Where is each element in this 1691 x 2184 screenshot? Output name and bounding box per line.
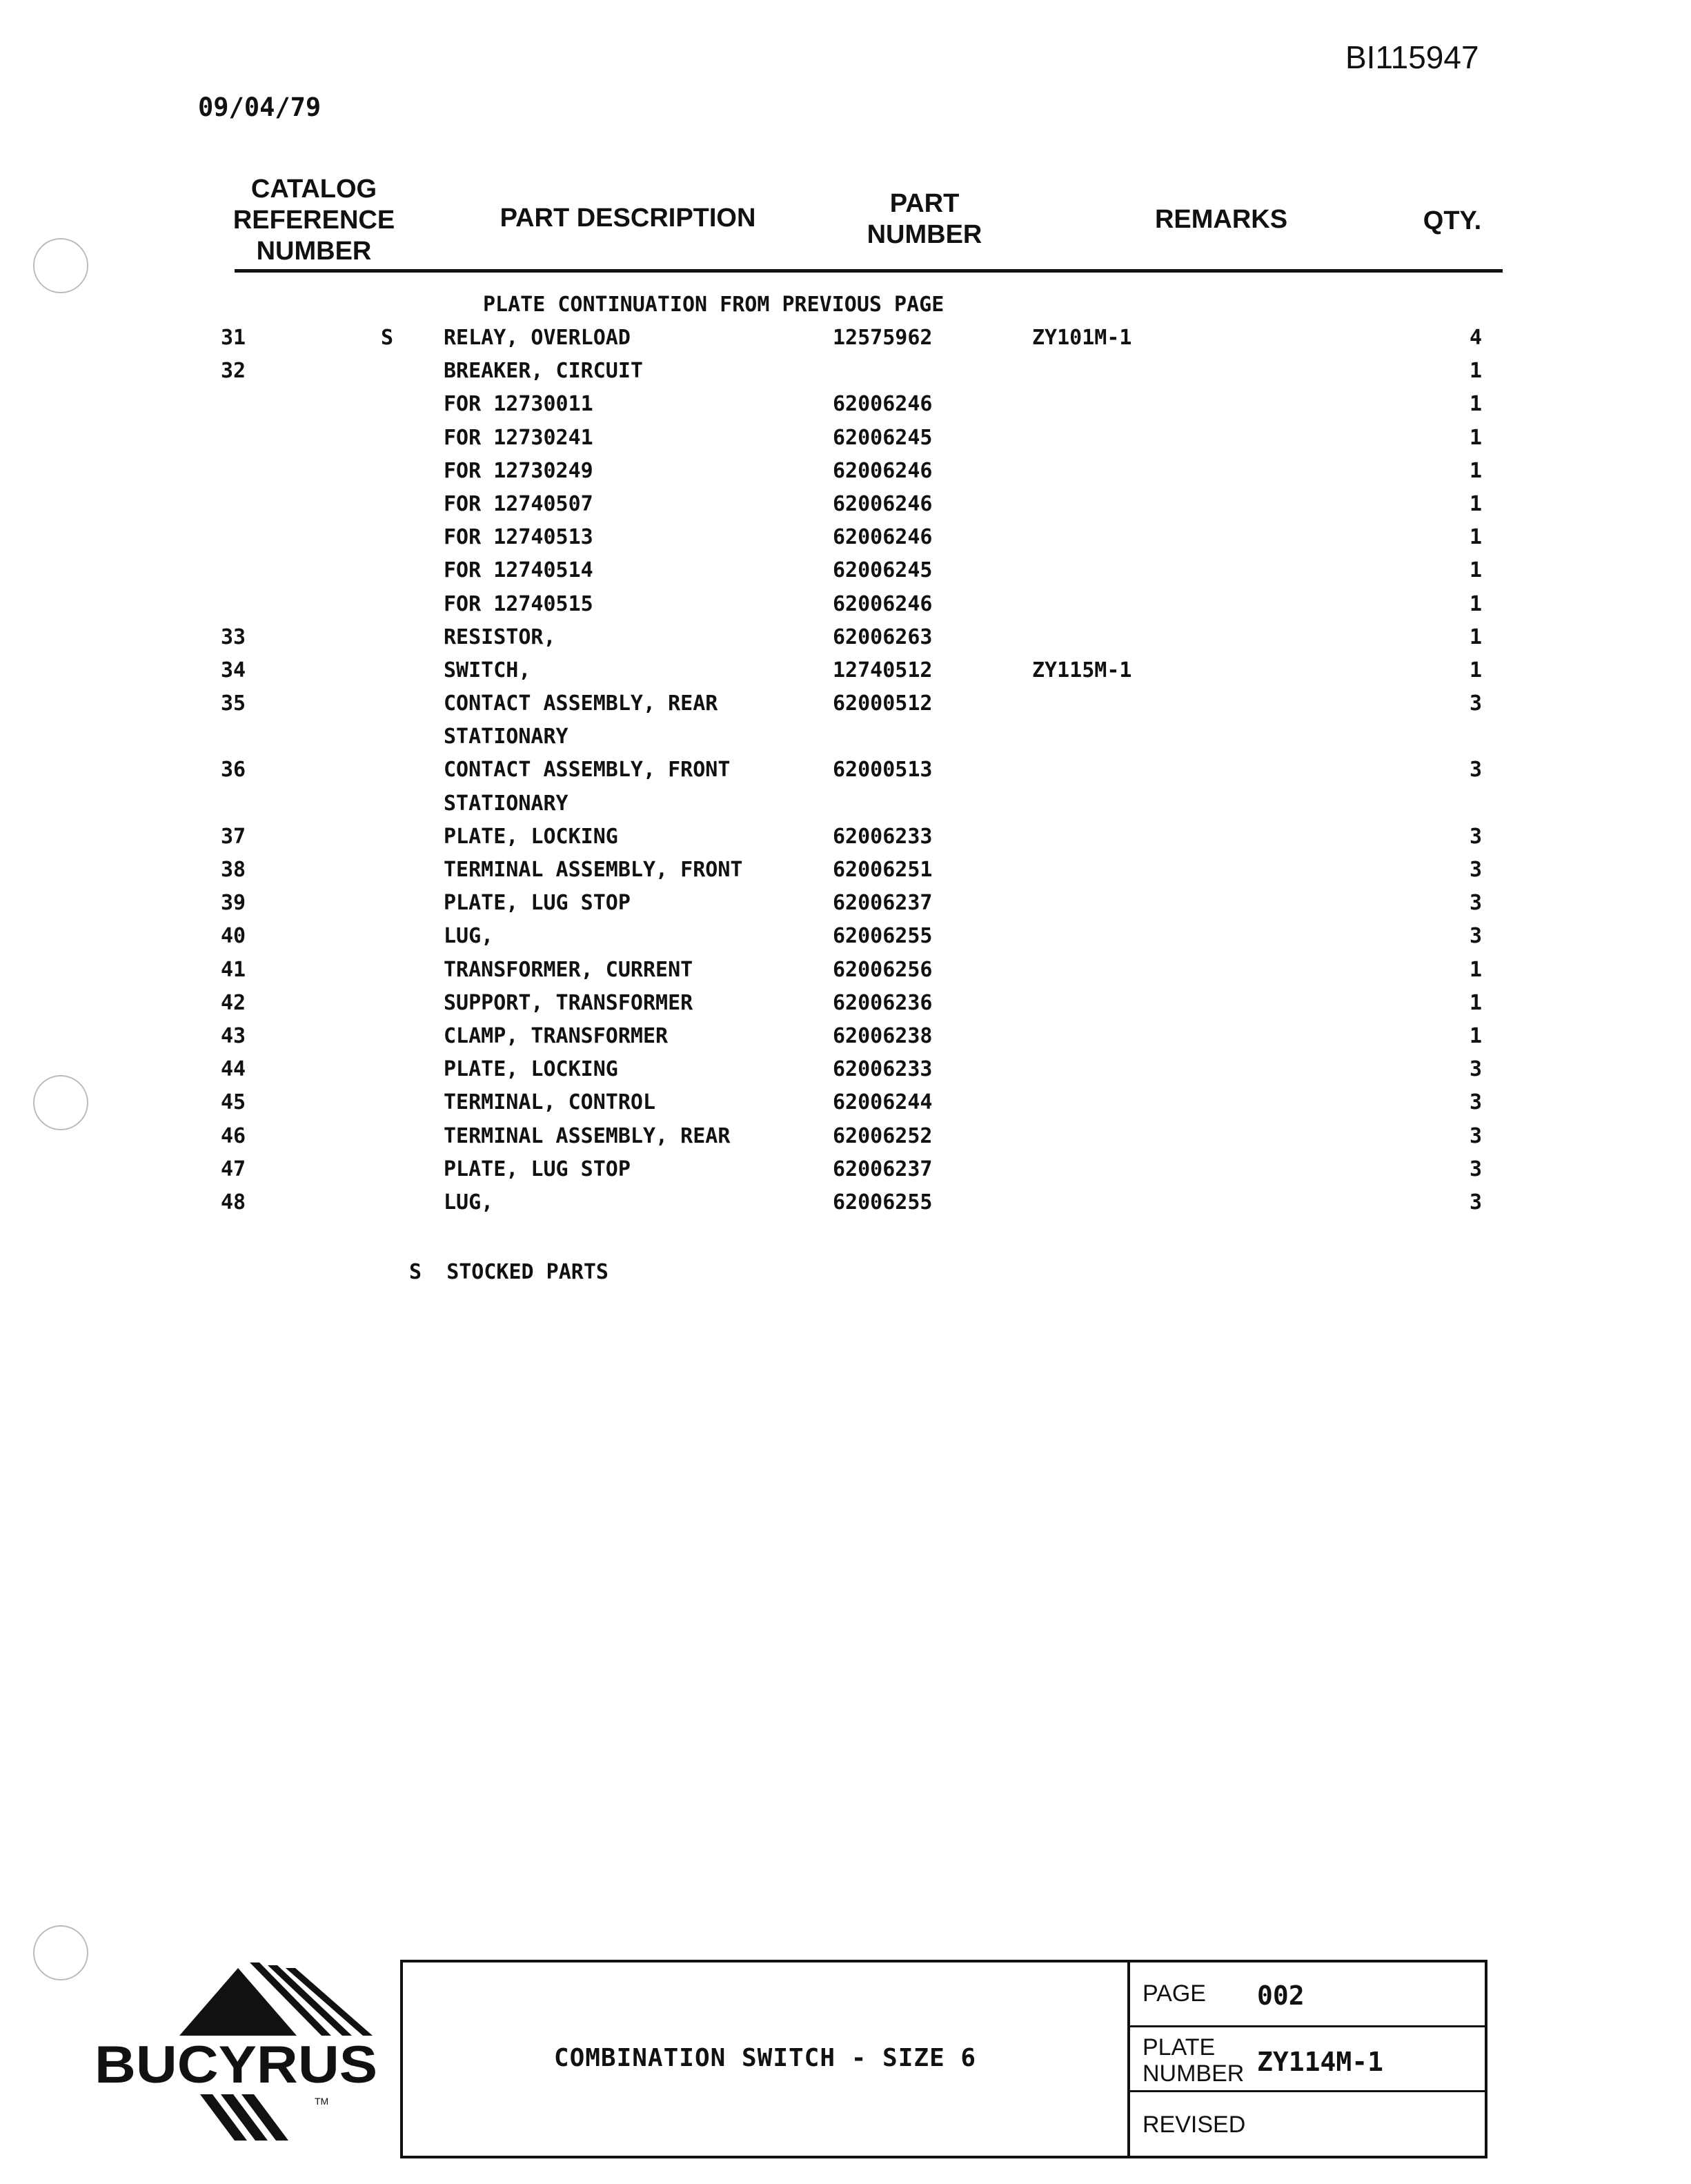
- row-ref: 42: [221, 990, 246, 1015]
- row-part-number: 62006263: [833, 624, 933, 649]
- continuation-note: PLATE CONTINUATION FROM PREVIOUS PAGE: [483, 293, 945, 317]
- row-description: STATIONARY: [444, 725, 568, 749]
- table-row: [0, 1054, 1691, 1088]
- row-part-number: 62006237: [833, 1157, 933, 1181]
- table-row: [0, 656, 1691, 689]
- row-description: PLATE, LOCKING: [444, 824, 618, 849]
- title-block: [400, 1960, 1487, 2158]
- row-ref: 43: [221, 1023, 246, 1048]
- table-row: [0, 456, 1691, 489]
- punch-hole-top: [33, 238, 88, 293]
- row-qty: 1: [1470, 458, 1483, 483]
- row-qty: 3: [1470, 1157, 1483, 1181]
- row-description: BREAKER, CIRCUIT: [444, 359, 643, 384]
- row-part-number: 62000513: [833, 758, 933, 783]
- row-description: TERMINAL ASSEMBLY, FRONT: [444, 858, 743, 882]
- logo-stripes-icon: [200, 2094, 288, 2141]
- table-row: [0, 955, 1691, 988]
- row-part-number: 62006246: [833, 491, 933, 516]
- row-ref: 35: [221, 691, 246, 716]
- table-row: [0, 589, 1691, 622]
- row-description: CLAMP, TRANSFORMER: [444, 1023, 669, 1048]
- row-description: FOR 12740513: [444, 525, 593, 550]
- punch-hole-bottom: [33, 1925, 88, 1980]
- legend-symbol: S: [409, 1260, 422, 1284]
- row-qty: 3: [1470, 691, 1483, 716]
- row-qty: 1: [1470, 1023, 1483, 1048]
- row-description: TERMINAL ASSEMBLY, REAR: [444, 1123, 731, 1148]
- row-part-number: 62006233: [833, 1057, 933, 1082]
- row-description: TERMINAL, CONTROL: [444, 1090, 656, 1115]
- plate-number-label: PLATE NUMBER: [1143, 2034, 1245, 2087]
- row-qty: 1: [1470, 425, 1483, 450]
- row-part-number: 12740512: [833, 658, 933, 682]
- plate-number-cell: [1130, 2027, 1485, 2092]
- row-qty: 3: [1470, 1057, 1483, 1082]
- row-part-number: 62006246: [833, 525, 933, 550]
- row-part-number: 62006246: [833, 392, 933, 417]
- row-part-number: 62006246: [833, 591, 933, 616]
- parts-table: [0, 323, 1691, 1221]
- row-part-number: 62006251: [833, 858, 933, 882]
- revised-cell: [1130, 2092, 1485, 2157]
- row-qty: 3: [1470, 891, 1483, 916]
- row-qty: 1: [1470, 491, 1483, 516]
- header-catalog-reference-number: CATALOG REFERENCE NUMBER: [233, 175, 395, 266]
- row-ref: 37: [221, 824, 246, 849]
- row-qty: 3: [1470, 1190, 1483, 1214]
- logo-triangle-icon: [179, 1962, 373, 2036]
- bucyrus-logo: [90, 1960, 386, 2160]
- row-qty: 1: [1470, 591, 1483, 616]
- table-row: [0, 522, 1691, 555]
- row-ref: 38: [221, 858, 246, 882]
- row-qty: 1: [1470, 658, 1483, 682]
- stocked-parts-legend: [409, 1260, 609, 1284]
- row-part-number: 62006255: [833, 1190, 933, 1214]
- row-qty: 3: [1470, 758, 1483, 783]
- row-qty: 3: [1470, 858, 1483, 882]
- revised-label: REVISED: [1143, 2112, 1246, 2138]
- document-date: 09/04/79: [198, 92, 322, 122]
- table-row: [0, 888, 1691, 921]
- page-cell: [1130, 1962, 1485, 2027]
- table-row: [0, 1088, 1691, 1121]
- row-ref: 40: [221, 924, 246, 949]
- row-ref: 47: [221, 1157, 246, 1181]
- row-ref: 34: [221, 658, 246, 682]
- row-remarks: ZY101M-1: [1032, 326, 1132, 350]
- header-part-description: PART DESCRIPTION: [500, 204, 756, 233]
- row-description: FOR 12730249: [444, 458, 593, 483]
- table-row: [0, 1154, 1691, 1188]
- row-description: PLATE, LUG STOP: [444, 891, 631, 916]
- row-description: FOR 12730011: [444, 392, 593, 417]
- row-qty: 4: [1470, 326, 1483, 350]
- table-row: [0, 489, 1691, 522]
- row-description: FOR 12740515: [444, 591, 593, 616]
- table-row: [0, 1188, 1691, 1221]
- logo-wordmark: BUCYRUS: [95, 2036, 377, 2094]
- row-description: STATIONARY: [444, 791, 568, 816]
- row-description: RESISTOR,: [444, 624, 556, 649]
- table-row: [0, 822, 1691, 855]
- table-row: [0, 555, 1691, 589]
- row-part-number: 62006245: [833, 558, 933, 583]
- row-description: TRANSFORMER, CURRENT: [444, 957, 693, 982]
- header-rule: [235, 269, 1503, 273]
- row-ref: 36: [221, 758, 246, 783]
- row-qty: 1: [1470, 957, 1483, 982]
- row-part-number: 62006245: [833, 425, 933, 450]
- plate-number-value: ZY114M-1: [1257, 2047, 1384, 2077]
- row-description: FOR 12740514: [444, 558, 593, 583]
- row-part-number: 62006244: [833, 1090, 933, 1115]
- row-qty: 3: [1470, 824, 1483, 849]
- row-description: FOR 12730241: [444, 425, 593, 450]
- table-row: [0, 722, 1691, 755]
- row-part-number: 12575962: [833, 326, 933, 350]
- row-part-number: 62006236: [833, 990, 933, 1015]
- page-label: PAGE: [1143, 1980, 1206, 2007]
- row-part-number: 62006256: [833, 957, 933, 982]
- row-qty: 1: [1470, 359, 1483, 384]
- logo-trademark: TM: [315, 2096, 329, 2107]
- row-description: CONTACT ASSEMBLY, REAR: [444, 691, 718, 716]
- header-qty: QTY.: [1423, 206, 1482, 235]
- row-description: LUG,: [444, 1190, 494, 1214]
- row-part-number: 62006255: [833, 924, 933, 949]
- table-row: [0, 1121, 1691, 1154]
- table-row: [0, 622, 1691, 656]
- row-ref: 48: [221, 1190, 246, 1214]
- row-description: SUPPORT, TRANSFORMER: [444, 990, 693, 1015]
- table-row: [0, 921, 1691, 954]
- row-ref: 39: [221, 891, 246, 916]
- row-description: PLATE, LUG STOP: [444, 1157, 631, 1181]
- row-part-number: 62006233: [833, 824, 933, 849]
- plate-title: COMBINATION SWITCH - SIZE 6: [553, 2044, 977, 2072]
- row-part-number: 62006238: [833, 1023, 933, 1048]
- row-ref: 31: [221, 326, 246, 350]
- row-part-number: 62006246: [833, 458, 933, 483]
- table-row: [0, 789, 1691, 822]
- header-part-number: PART NUMBER: [867, 189, 982, 249]
- row-qty: 1: [1470, 558, 1483, 583]
- row-qty: 1: [1470, 990, 1483, 1015]
- row-part-number: 62006252: [833, 1123, 933, 1148]
- table-row: [0, 689, 1691, 722]
- row-ref: 32: [221, 359, 246, 384]
- row-part-number: 62006237: [833, 891, 933, 916]
- row-description: RELAY, OVERLOAD: [444, 326, 631, 350]
- table-row: [0, 988, 1691, 1021]
- table-row: [0, 755, 1691, 788]
- row-description: SWITCH,: [444, 658, 531, 682]
- row-description: FOR 12740507: [444, 491, 593, 516]
- table-row: [0, 389, 1691, 422]
- row-description: CONTACT ASSEMBLY, FRONT: [444, 758, 731, 783]
- table-row: [0, 356, 1691, 389]
- row-description: PLATE, LOCKING: [444, 1057, 618, 1082]
- row-ref: 46: [221, 1123, 246, 1148]
- document-id: BI115947: [1345, 39, 1479, 75]
- row-qty: 3: [1470, 1090, 1483, 1115]
- row-qty: 3: [1470, 1123, 1483, 1148]
- row-description: LUG,: [444, 924, 494, 949]
- row-part-number: 62000512: [833, 691, 933, 716]
- row-ref: 45: [221, 1090, 246, 1115]
- header-remarks: REMARKS: [1154, 205, 1288, 234]
- page-value: 002: [1257, 1980, 1305, 2011]
- row-qty: 1: [1470, 525, 1483, 550]
- row-ref: 41: [221, 957, 246, 982]
- row-ref: 33: [221, 624, 246, 649]
- table-row: [0, 323, 1691, 356]
- row-qty: 3: [1470, 924, 1483, 949]
- table-row: [0, 423, 1691, 456]
- table-row: [0, 1021, 1691, 1054]
- legend-text: STOCKED PARTS: [446, 1260, 609, 1284]
- row-remarks: ZY115M-1: [1032, 658, 1132, 682]
- row-qty: 1: [1470, 624, 1483, 649]
- row-qty: 1: [1470, 392, 1483, 417]
- row-stocked-flag: S: [381, 326, 394, 350]
- row-ref: 44: [221, 1057, 246, 1082]
- table-row: [0, 855, 1691, 888]
